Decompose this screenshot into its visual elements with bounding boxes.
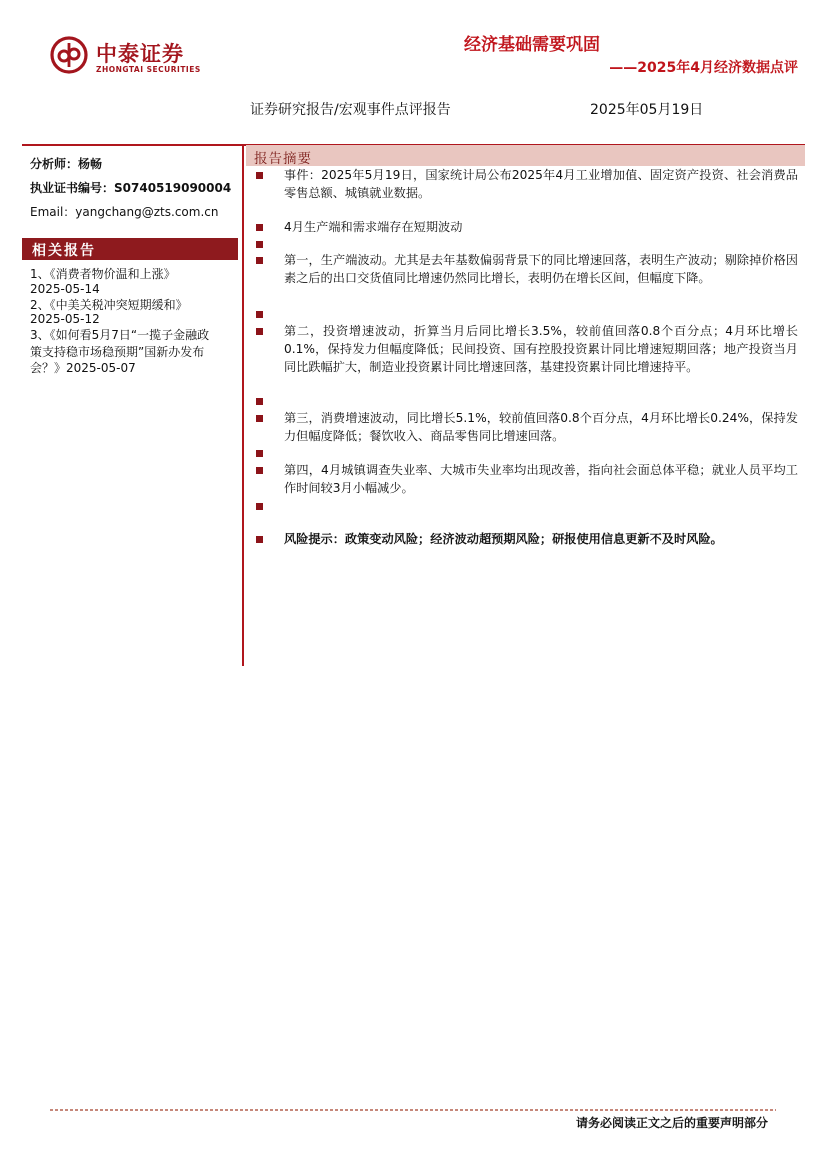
zhongtai-logo-icon — [50, 36, 88, 74]
analyst-cert-label: 执业证书编号： — [30, 181, 115, 195]
report-subtitle: ——2025年4月经济数据点评 — [609, 60, 798, 76]
bullet-icon — [256, 503, 263, 510]
footer-divider — [50, 1109, 776, 1111]
related-report-3-title-line2[interactable]: 策支持稳市场稳预期”国新办发布 — [30, 345, 205, 359]
company-logo — [50, 36, 230, 80]
analyst-email[interactable]: yangchang@zts.com.cn — [75, 205, 219, 219]
bullet-icon — [256, 241, 263, 248]
analyst-name: 杨畅 — [78, 157, 103, 171]
analyst-email-label: Email： — [30, 205, 76, 219]
brand-name-cn: 中泰证券 — [96, 42, 184, 66]
related-report-3-title-line1[interactable]: 3、《如何看5月7日“一揽子金融政 — [30, 328, 210, 342]
analyst-name-label: 分析师： — [30, 157, 79, 171]
bullet-icon — [256, 398, 263, 405]
summary-point-4: 第四，4月城镇调查失业率、大城市失业率均出现改善，指向社会面总体平稳；就业人员平均工作时间较3月小幅减少。 — [284, 463, 798, 495]
analyst-cert-line — [30, 179, 231, 196]
summary-point-1: 第一，生产端波动。尤其是去年基数偏弱背景下的同比增速回落，表明生产波动；剔除掉价格因素之后的出口交货值同比增速仍然同比增长，表明仍在增长区间，但幅度下降。 — [284, 253, 798, 285]
column-divider — [242, 144, 244, 666]
brand-name-en: ZHONGTAI SECURITIES — [96, 65, 201, 74]
related-report-1-title[interactable]: 1、《消费者物价温和上涨》 — [30, 267, 176, 281]
bullet-icon — [256, 328, 263, 335]
related-reports-header — [22, 238, 238, 260]
summary-point-2: 第二，投资增速波动，折算当月后同比增长3.5%，较前值回落0.8个百分点；4月环比增长0.1%，保持发力但幅度降低；民间投资、国有控股投资累计同比增速短期回落；地产投资当月同比跌幅扩大，制造业投资累计同比增速回落，基建投资累计同比增速持平。 — [284, 324, 798, 374]
report-type: 证券研究报告/宏观事件点评报告 — [250, 102, 451, 118]
summary-event: 事件：2025年5月19日，国家统计局公布2025年4月工业增加值、固定资产投资、社会消费品零售总额、城镇就业数据。 — [284, 168, 798, 200]
related-report-2-date: 2025-05-12 — [30, 312, 100, 326]
bullet-icon — [256, 467, 263, 474]
related-report-1-date: 2025-05-14 — [30, 282, 100, 296]
related-report-3-title-line3[interactable]: 会？》2025-05-07 — [30, 361, 136, 375]
related-reports-heading: 相关报告 — [32, 243, 96, 259]
summary-heading: 报告摘要 — [254, 151, 312, 167]
bullet-icon — [256, 172, 263, 179]
related-report-2-title[interactable]: 2、《中美关税冲突短期缓和》 — [30, 298, 188, 312]
bullet-icon — [256, 257, 263, 264]
summary-point-3: 第三，消费增速波动，同比增长5.1%，较前值回落0.8个百分点，4月环比增长0.24%，保持发力但幅度降低；餐饮收入、商品零售同比增速回落。 — [284, 411, 798, 443]
summary-risk-warning: 风险提示：政策变动风险；经济波动超预期风险；研报使用信息更新不及时风险。 — [284, 532, 723, 546]
bullet-icon — [256, 224, 263, 231]
bullet-icon — [256, 450, 263, 457]
analyst-name-line — [30, 155, 102, 172]
footer-disclaimer: 请务必阅读正文之后的重要声明部分 — [575, 1116, 768, 1130]
bullet-icon — [256, 311, 263, 318]
report-title: 经济基础需要巩固 — [464, 35, 600, 55]
analyst-email-line — [30, 203, 218, 220]
bullet-icon — [256, 415, 263, 422]
summary-key-point: 4月生产端和需求端存在短期波动 — [284, 220, 463, 234]
report-date: 2025年05月19日 — [590, 102, 704, 118]
analyst-cert: S0740519090004 — [114, 181, 232, 195]
summary-tab — [246, 145, 805, 166]
bullet-icon — [256, 536, 263, 543]
